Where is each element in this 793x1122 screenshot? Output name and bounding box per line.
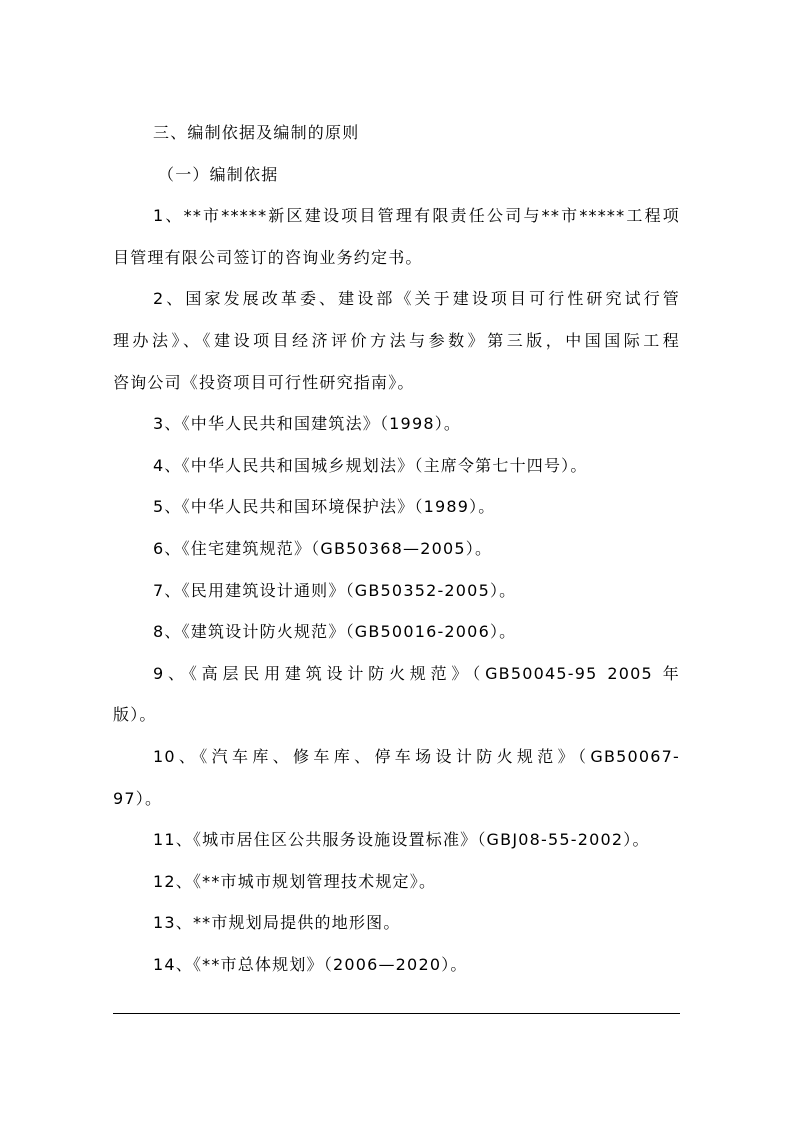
list-item-10-line-1: 10、《汽车库、修车库、停车场设计防火规范》（GB50067- xyxy=(153,746,680,766)
list-item-1-line-1: 1、**市*****新区建设项目管理有限责任公司与**市*****工程项 xyxy=(153,206,680,226)
list-item-10-line-2: 97）。 xyxy=(113,788,163,808)
list-item-8: 8、《建筑设计防火规范》（GB50016-2006）。 xyxy=(153,622,517,642)
document-page xyxy=(113,112,680,985)
list-item-3: 3、《中华人民共和国建筑法》（1998）。 xyxy=(153,414,462,434)
list-item-2-line-3: 咨询公司《投资项目可行性研究指南》。 xyxy=(113,372,415,392)
list-item-13: 13、**市规划局提供的地形图。 xyxy=(153,913,401,933)
list-item-2-line-1: 2、国家发展改革委、建设部《关于建设项目可行性研究试行管 xyxy=(153,289,680,309)
list-item-9-line-1: 9、《高层民用建筑设计防火规范》（GB50045-95 2005 年 xyxy=(153,663,680,683)
list-item-6: 6、《住宅建筑规范》（GB50368—2005）。 xyxy=(153,538,493,558)
list-item-1-line-2: 目管理有限公司签订的咨询业务约定书。 xyxy=(113,247,423,267)
list-item-4: 4、《中华人民共和国城乡规划法》（主席令第七十四号）。 xyxy=(153,455,588,475)
section-heading: 三、编制依据及编制的原则 xyxy=(153,123,360,142)
list-item-7: 7、《民用建筑设计通则》（GB50352-2005）。 xyxy=(153,580,517,600)
list-item-12: 12、《**市城市规划管理技术规定》。 xyxy=(153,871,437,891)
list-item-2-line-2: 理办法》、《建设项目经济评价方法与参数》第三版，中国国际工程 xyxy=(113,330,680,350)
list-item-9-line-2: 版）。 xyxy=(113,705,157,725)
list-item-14: 14、《**市总体规划》（2006—2020）。 xyxy=(153,954,468,974)
subsection-heading: （一）编制依据 xyxy=(158,164,279,184)
list-item-11: 11、《城市居住区公共服务设施设置标准》（GBJ08-55-2002）。 xyxy=(153,830,650,850)
footer-divider xyxy=(113,1013,680,1014)
list-item-5: 5、《中华人民共和国环境保护法》（1989）。 xyxy=(153,497,496,517)
